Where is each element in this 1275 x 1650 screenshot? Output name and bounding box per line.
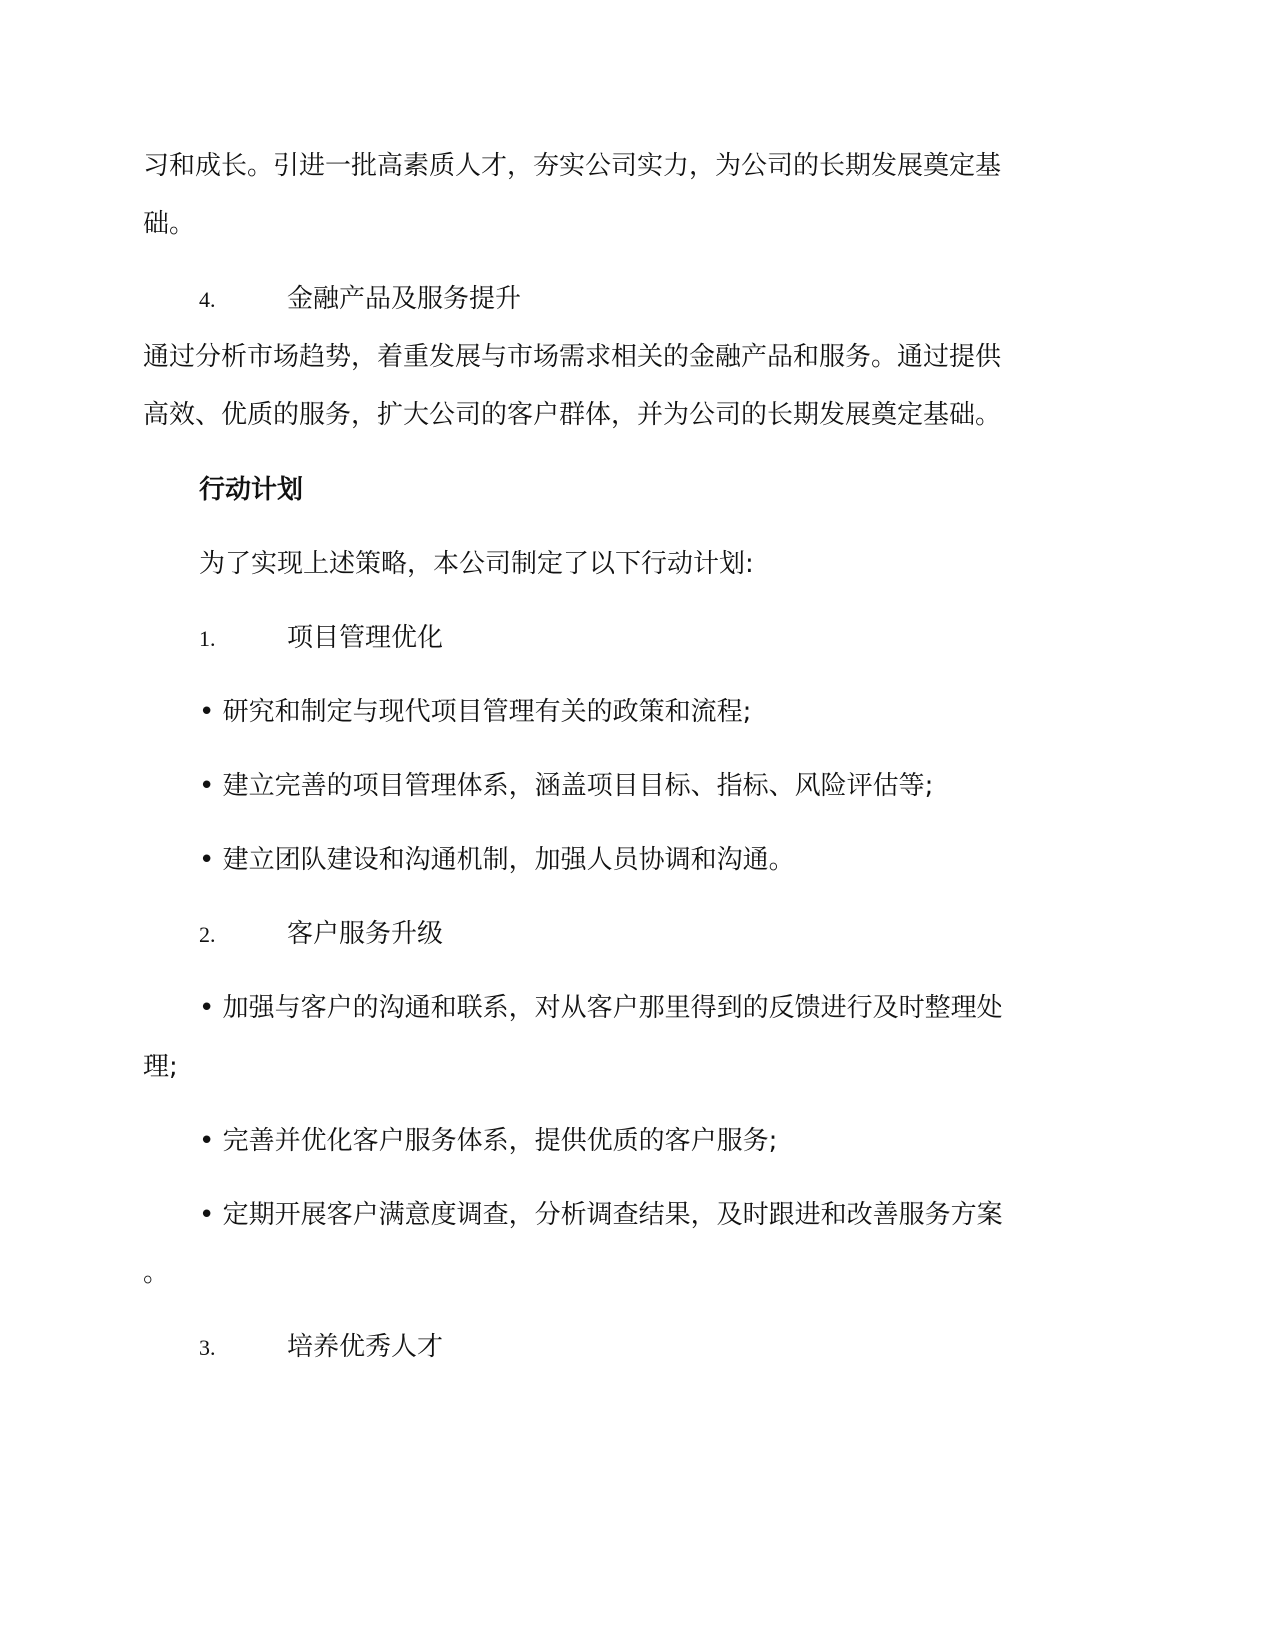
list-item-title: 项目管理优化 — [287, 623, 444, 653]
bullet-item: • 加强与客户的沟通和联系，对从客户那里得到的反馈进行及时整理处 — [199, 993, 1003, 1023]
list-number: 1. — [199, 626, 216, 651]
list-item-title: 客户服务升级 — [287, 919, 444, 949]
paragraph-line: 础。 — [143, 209, 196, 239]
bullet-item: • 建立完善的项目管理体系，涵盖项目目标、指标、风险评估等; — [199, 771, 934, 801]
list-number: 3. — [199, 1335, 216, 1360]
bullet-item-continuation: 理; — [143, 1052, 178, 1082]
list-item-title: 金融产品及服务提升 — [287, 284, 522, 314]
paragraph-line: 通过分析市场趋势，着重发展与市场需求相关的金融产品和服务。通过提供 — [143, 342, 1002, 372]
list-number: 2. — [199, 922, 216, 947]
bullet-item: • 建立团队建设和沟通机制，加强人员协调和沟通。 — [199, 845, 795, 875]
bullet-item-continuation: 。 — [143, 1258, 170, 1288]
intro-paragraph: 为了实现上述策略，本公司制定了以下行动计划: — [199, 549, 754, 579]
list-item-title: 培养优秀人才 — [287, 1332, 444, 1362]
bullet-item: • 完善并优化客户服务体系，提供优质的客户服务; — [199, 1126, 778, 1156]
bullet-item: • 定期开展客户满意度调查，分析调查结果，及时跟进和改善服务方案 — [199, 1200, 1003, 1230]
list-number: 4. — [199, 287, 216, 312]
section-heading: 行动计划 — [199, 475, 304, 505]
bullet-item: • 研究和制定与现代项目管理有关的政策和流程; — [199, 697, 752, 727]
paragraph-line: 高效、优质的服务，扩大公司的客户群体，并为公司的长期发展奠定基础。 — [143, 400, 1002, 430]
paragraph-line: 习和成长。引进一批高素质人才，夯实公司实力，为公司的长期发展奠定基 — [143, 151, 1002, 181]
